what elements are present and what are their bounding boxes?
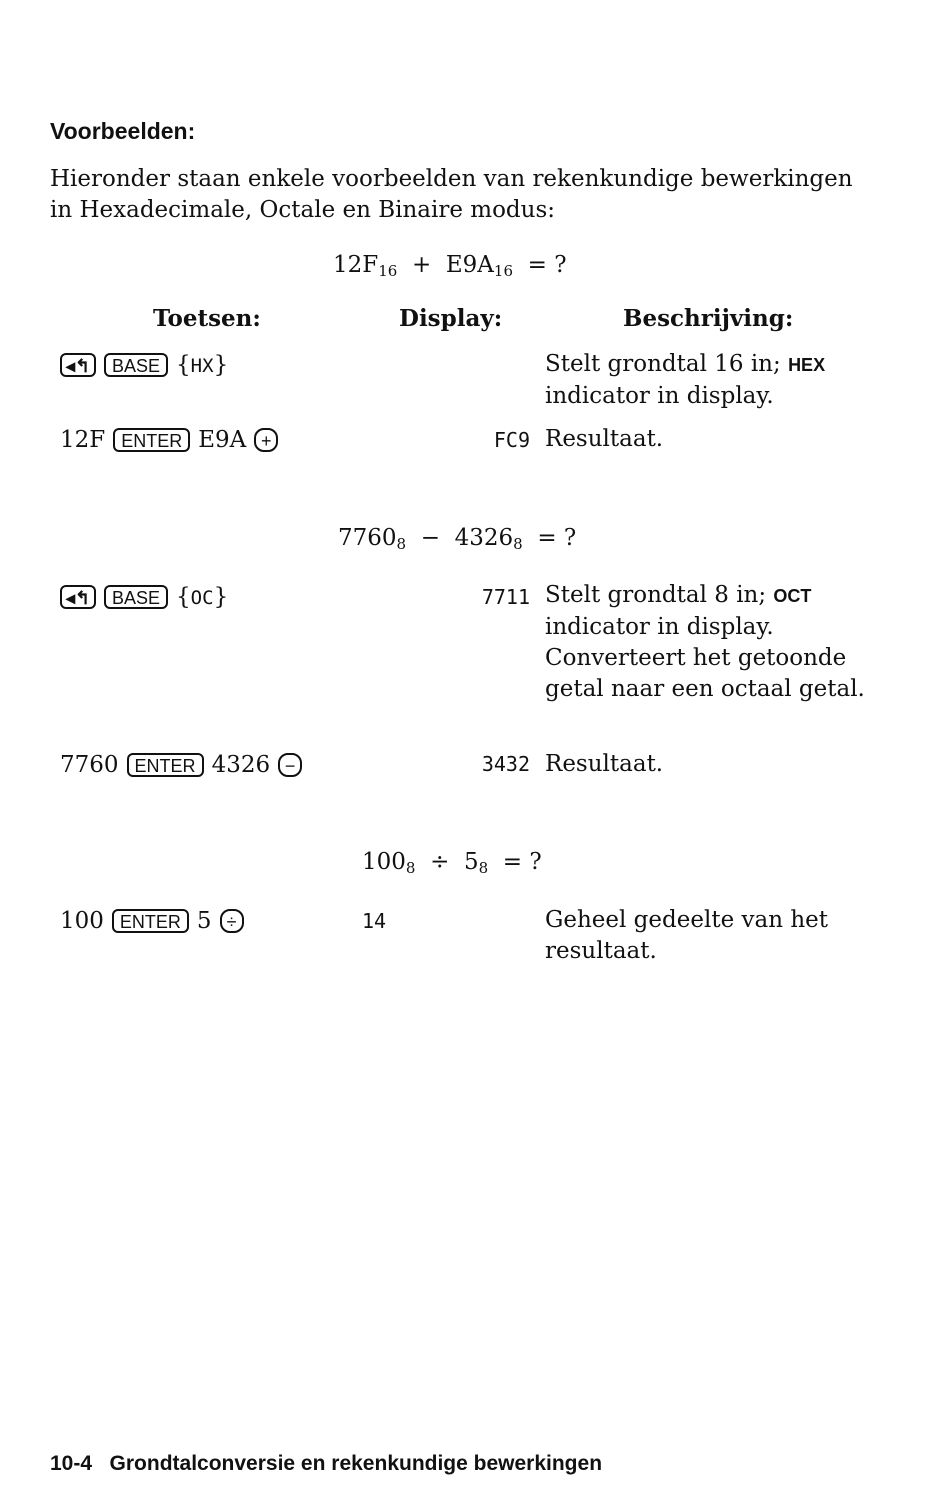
- column-header-keys: Toetsen:: [153, 305, 261, 332]
- display-value: 14: [362, 909, 387, 933]
- divide-key: ÷: [220, 909, 244, 933]
- minus-key: −: [278, 753, 302, 777]
- column-header-description: Beschrijving:: [623, 305, 794, 332]
- menu-key-oct: {OC}: [176, 584, 229, 610]
- equation-oct: $7760_8 - 4326_8$ = ?: [338, 525, 577, 553]
- left-shift-key-icon: ◂↰: [60, 353, 96, 377]
- page-number: 10-4: [50, 1452, 93, 1475]
- left-shift-key-icon: ◂↰: [60, 585, 96, 609]
- description-hex-mode: Stelt grondtal 16 in; HEX indicator in display.: [545, 351, 826, 409]
- keystroke-sequence: 7760 ENTER 4326 −: [60, 752, 302, 778]
- display-value: FC9: [493, 428, 530, 452]
- base-key: BASE: [104, 353, 168, 377]
- enter-key: ENTER: [127, 753, 204, 777]
- keystroke-sequence: 100 ENTER 5 ÷: [60, 908, 244, 934]
- enter-key: ENTER: [113, 428, 190, 452]
- chapter-title: Grondtalconversie en rekenkundige bewerkingen: [109, 1452, 603, 1475]
- menu-key-hex: {HX}: [176, 352, 229, 378]
- description-oct-mode: Stelt grondtal 8 in; OCT indicator in display. Converteert het getoonde getal naar een octaal getal.: [545, 582, 865, 702]
- display-value: 3432: [481, 752, 530, 776]
- intro-paragraph: Hieronder staan enkele voorbeelden van rekenkundige bewerkingen in Hexadecimale, Octale en Binaire modus:: [50, 166, 853, 223]
- keystroke-sequence: [60, 352, 228, 378]
- description-result: Resultaat.: [545, 426, 664, 452]
- plus-key: +: [254, 428, 278, 452]
- keystroke-sequence: [60, 584, 228, 610]
- hex-indicator: HEX: [788, 355, 826, 375]
- page-footer: [50, 1452, 602, 1476]
- keystroke-sequence: 12F ENTER E9A +: [60, 427, 278, 453]
- section-heading: Voorbeelden:: [50, 118, 196, 144]
- equation-hex: $12F_{16} + E9A_{16}$ = ?: [333, 252, 567, 280]
- equation-div: $100_8 \div 5_8$ = ?: [362, 849, 542, 877]
- base-key: BASE: [104, 585, 168, 609]
- enter-key: ENTER: [112, 909, 189, 933]
- oct-indicator: OCT: [773, 586, 812, 606]
- column-header-display: Display:: [399, 305, 503, 332]
- description-integer-part: Geheel gedeelte van het resultaat.: [545, 907, 828, 964]
- description-result: Resultaat.: [545, 751, 664, 777]
- display-value: 7711: [481, 585, 530, 609]
